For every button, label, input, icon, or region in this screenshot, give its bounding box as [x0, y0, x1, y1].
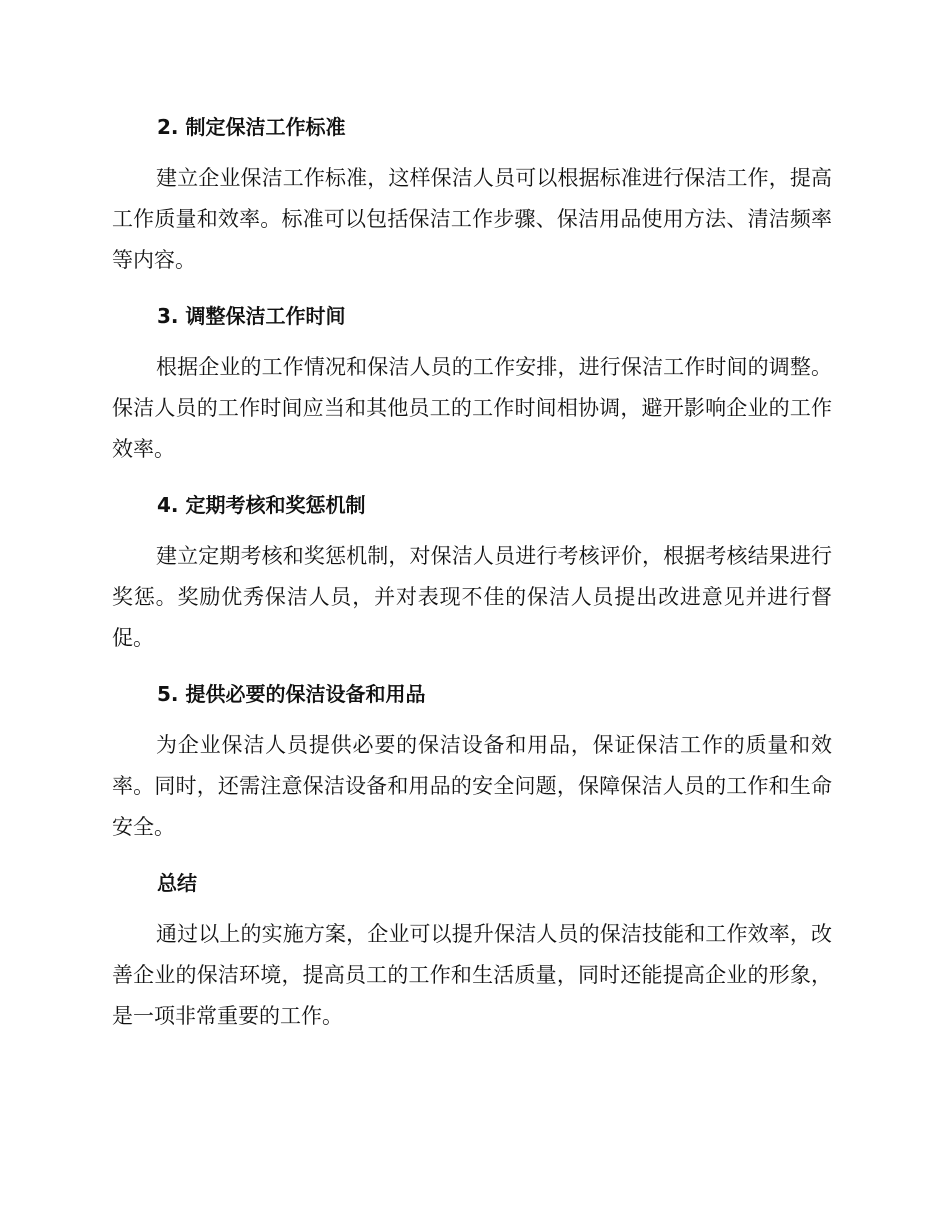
section-heading: 总结 [157, 871, 197, 895]
section-assessment [112, 491, 832, 659]
section-paragraph: 建立企业保洁工作标准，这样保洁人员可以根据标准进行保洁工作，提高工作质量和效率。标准可以包括保洁工作步骤、保洁用品使用方法、清洁频率等内容。 [112, 166, 832, 272]
section-heading: 5. 提供必要的保洁设备和用品 [157, 682, 426, 706]
section-schedule [112, 302, 832, 470]
document-body [112, 113, 832, 1037]
section-standards [112, 113, 832, 281]
section-heading: 4. 定期考核和奖惩机制 [157, 493, 366, 517]
section-paragraph: 通过以上的实施方案，企业可以提升保洁人员的保洁技能和工作效率，改善企业的保洁环境，提高员工的工作和生活质量，同时还能提高企业的形象，是一项非常重要的工作。 [112, 922, 832, 1028]
section-summary [112, 869, 832, 1037]
section-heading: 3. 调整保洁工作时间 [157, 304, 346, 328]
section-heading: 2. 制定保洁工作标准 [157, 115, 346, 139]
section-paragraph: 建立定期考核和奖惩机制，对保洁人员进行考核评价，根据考核结果进行奖惩。奖励优秀保洁人员，并对表现不佳的保洁人员提出改进意见并进行督促。 [112, 544, 832, 650]
section-equipment [112, 680, 832, 848]
section-paragraph: 为企业保洁人员提供必要的保洁设备和用品，保证保洁工作的质量和效率。同时，还需注意保洁设备和用品的安全问题，保障保洁人员的工作和生命安全。 [112, 733, 832, 839]
section-paragraph: 根据企业的工作情况和保洁人员的工作安排，进行保洁工作时间的调整。保洁人员的工作时间应当和其他员工的工作时间相协调，避开影响企业的工作效率。 [112, 355, 832, 461]
